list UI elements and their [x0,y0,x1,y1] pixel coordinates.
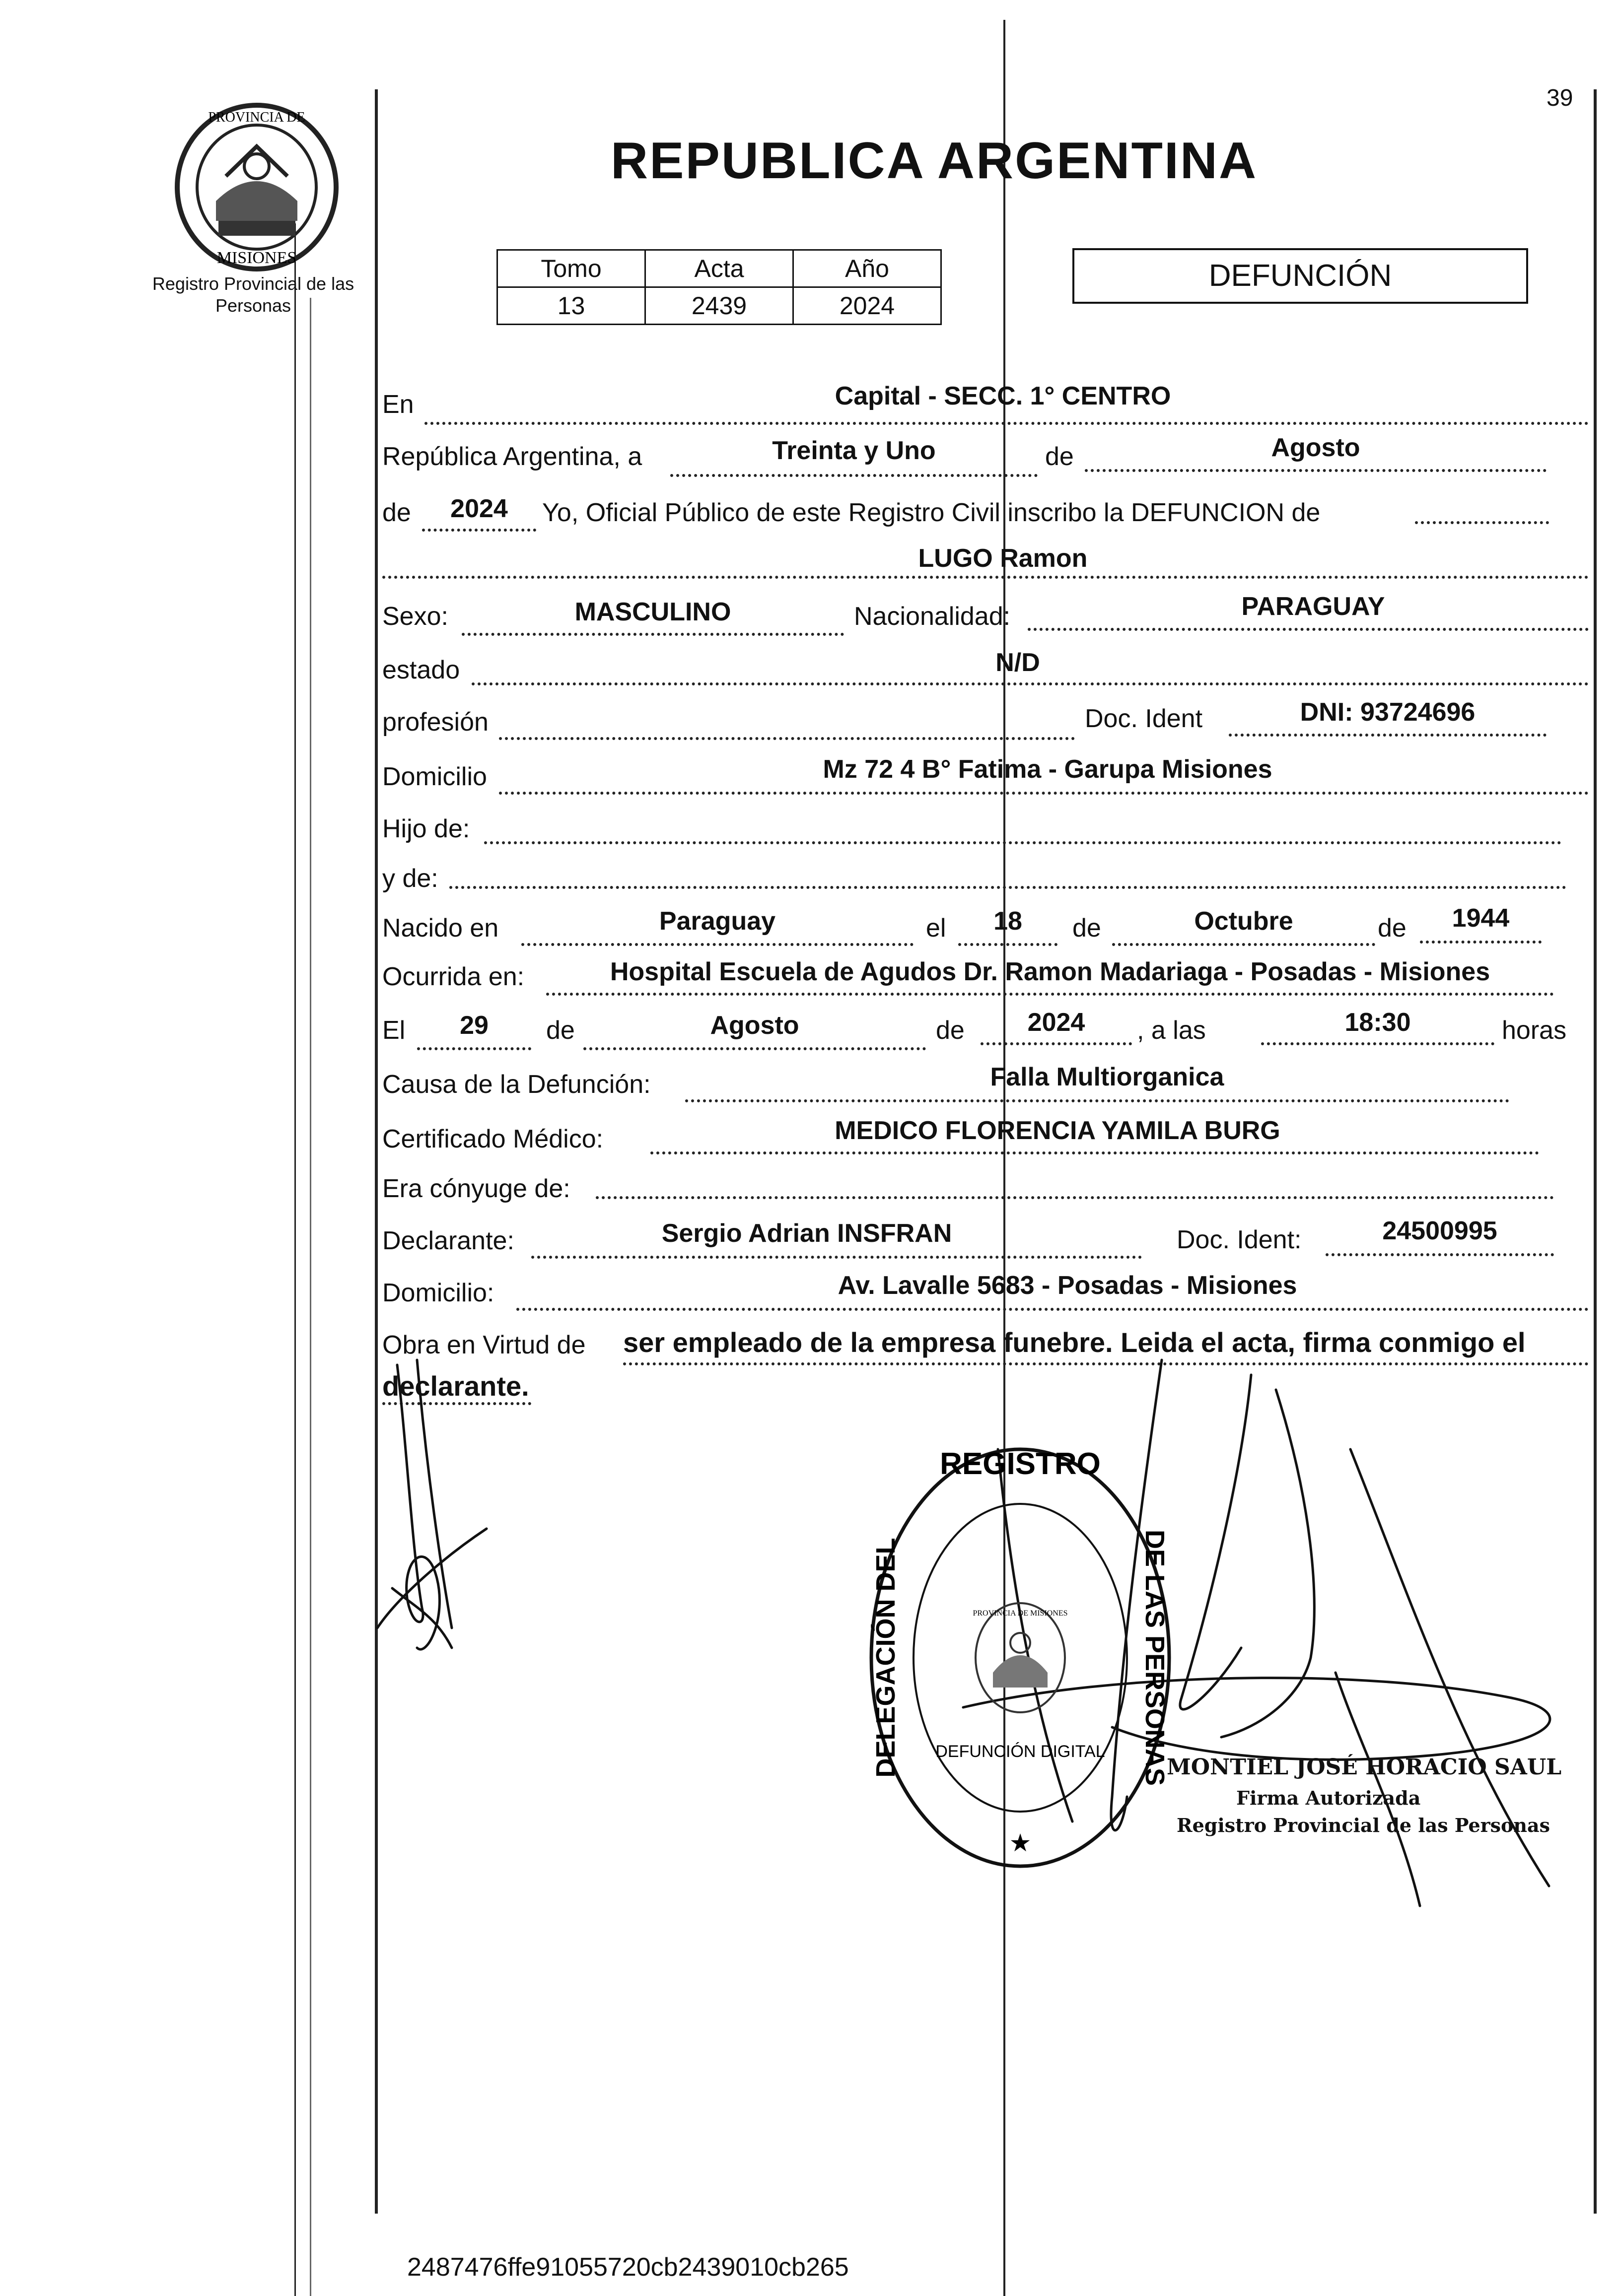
certificado-label: Certificado Médico: [382,1125,604,1153]
doc-ident-dotline [1229,734,1547,737]
republica-label: República Argentina, a [382,442,642,471]
estado-value: N/D [995,648,1040,677]
alas-label: , a las [1137,1016,1206,1045]
day-value: Treinta y Uno [772,436,936,465]
death-month-dotline [583,1047,926,1050]
footer-code: 2487476ffe91055720cb2439010cb265 [407,2253,849,2282]
obra-label: Obra en Virtud de [382,1331,586,1359]
year-value: 2024 [450,494,508,523]
doc-ident-label: Doc. Ident [1085,704,1203,733]
death-time-value: 18:30 [1344,1008,1411,1037]
declarante-label: Declarante: [382,1226,514,1255]
decl-doc-label: Doc. Ident: [1177,1225,1302,1254]
domicilio2-label: Domicilio: [382,1279,494,1307]
death-time-dotline [1261,1042,1494,1045]
yde-dotline [449,886,1566,889]
birth-day-dotline [958,943,1057,946]
record-value-acta: 2439 [645,287,793,325]
month-dotline [1085,469,1547,472]
birth-de2-label: de [1378,914,1407,943]
yde-label: y de: [382,864,438,893]
decl-doc-value: 24500995 [1382,1216,1497,1245]
declarante-dotline [531,1256,1142,1259]
causa-label: Causa de la Defunción: [382,1070,651,1099]
year-prefix-label: de [382,498,411,527]
record-value-tomo: 13 [497,287,645,325]
oficial-text: Yo, Oficial Público de este Registro Civil inscribo la DEFUNCION de [542,498,1321,527]
nacido-dotline [521,943,914,946]
estado-label: estado [382,656,460,684]
authority-name: MONTIEL JOSÉ HORACIO SAUL [1167,1755,1562,1780]
authority-role: Firma Autorizada [1236,1787,1421,1809]
nacionalidad-label: Nacionalidad: [854,602,1011,631]
registry-label: Registro Provincial de las Personas [152,273,354,316]
deceased-name: LUGO Ramon [918,544,1088,573]
birth-month-value: Octubre [1194,907,1293,936]
ocurrida-value: Hospital Escuela de Agudos Dr. Ramon Madariaga - Posadas - Misiones [610,957,1490,986]
obra-value-line2: declarante. [382,1370,529,1402]
en-label: En [382,390,414,419]
record-header-tomo: Tomo [497,250,645,287]
left-scan-line-2 [310,298,311,2296]
death-day-dotline [417,1047,531,1050]
ocurrida-dotline [546,993,1554,996]
oficial-dotline [1415,521,1549,524]
nacionalidad-value: PARAGUAY [1241,592,1385,621]
doc-ident-value: DNI: 93724696 [1300,698,1476,727]
nacido-value: Paraguay [659,907,776,936]
conyuge-dotline [596,1196,1554,1199]
causa-value: Falla Multiorganica [990,1063,1224,1091]
year-dotline [422,529,536,532]
registry-stamp [859,1439,1182,1876]
profesion-dotline [499,737,1075,740]
ocurrida-label: Ocurrida en: [382,962,525,991]
sexo-value: MASCULINO [574,598,731,626]
decl-doc-dotline [1326,1253,1554,1256]
birth-year-value: 1944 [1452,904,1510,933]
stamp-right-text: DE LAS PERSONAS [1140,1529,1170,1786]
nacido-label: Nacido en [382,914,499,943]
birth-year-dotline [1420,941,1542,944]
death-month-value: Agosto [710,1011,799,1040]
domicilio2-dotline [516,1308,1589,1311]
domicilio-dotline [499,792,1589,795]
certificado-dotline [650,1151,1539,1154]
el-label: el [926,914,946,943]
en-value: Capital - SECC. 1° CENTRO [835,382,1171,410]
misiones-emblem-icon [171,102,343,273]
stamp-emblem-text: PROVINCIA DE MISIONES [973,1609,1068,1618]
page-title: REPUBLICA ARGENTINA [611,132,1258,190]
death-year-value: 2024 [1027,1008,1085,1037]
hijo-dotline [484,841,1561,844]
stamp-star-icon: ★ [1009,1829,1032,1857]
document-type-box: DEFUNCIÓN [1072,248,1528,304]
de-label: de [1045,442,1074,471]
birth-de1-label: de [1072,914,1101,943]
emblem-bottom-text: MISIONES [216,249,297,267]
stamp-emblem-icon [973,1603,1067,1712]
causa-dotline [685,1099,1509,1102]
profesion-label: profesión [382,708,489,737]
domicilio-label: Domicilio [382,762,487,791]
authority-organization: Registro Provincial de las Personas [1177,1814,1550,1836]
death-de3-label: de [546,1016,575,1045]
month-value: Agosto [1271,433,1360,462]
birth-day-value: 18 [993,907,1022,936]
stamp-top-text: REGISTRO [940,1447,1101,1481]
stamp-left-text: DELEGACIÓN DEL [871,1538,901,1778]
record-header-acta: Acta [645,250,793,287]
emblem-top-text: PROVINCIA DE [208,110,305,125]
obra-value-line1: ser empleado de la empresa funebre. Leida el acta, firma conmigo el [623,1327,1526,1358]
certificado-value: MEDICO FLORENCIA YAMILA BURG [835,1116,1280,1145]
record-table [496,249,942,325]
death-year-dotline [981,1042,1132,1045]
page-number: 39 [1547,85,1573,111]
left-scan-line [294,223,296,2296]
domicilio-value: Mz 72 4 B° Fatima - Garupa Misiones [823,755,1272,784]
name-dotline [382,576,1589,579]
conyuge-label: Era cónyuge de: [382,1174,570,1203]
sexo-label: Sexo: [382,602,448,631]
hijo-label: Hijo de: [382,814,470,843]
record-header-anio: Año [793,250,941,287]
stamp-inner-text: DEFUNCIÓN DIGITAL [935,1742,1105,1761]
birth-month-dotline [1112,943,1375,946]
estado-dotline [472,682,1589,685]
sexo-dotline [462,633,844,636]
en-dotline [424,422,1589,425]
domicilio2-value: Av. Lavalle 5683 - Posadas - Misiones [838,1271,1297,1300]
horas-label: horas [1502,1016,1567,1045]
nacionalidad-dotline [1028,628,1589,631]
day-dotline [670,474,1038,477]
death-el-label: El [382,1016,406,1045]
declarante-value: Sergio Adrian INSFRAN [661,1219,952,1248]
death-de4-label: de [936,1016,965,1045]
record-value-anio: 2024 [793,287,941,325]
death-day-value: 29 [460,1011,489,1040]
